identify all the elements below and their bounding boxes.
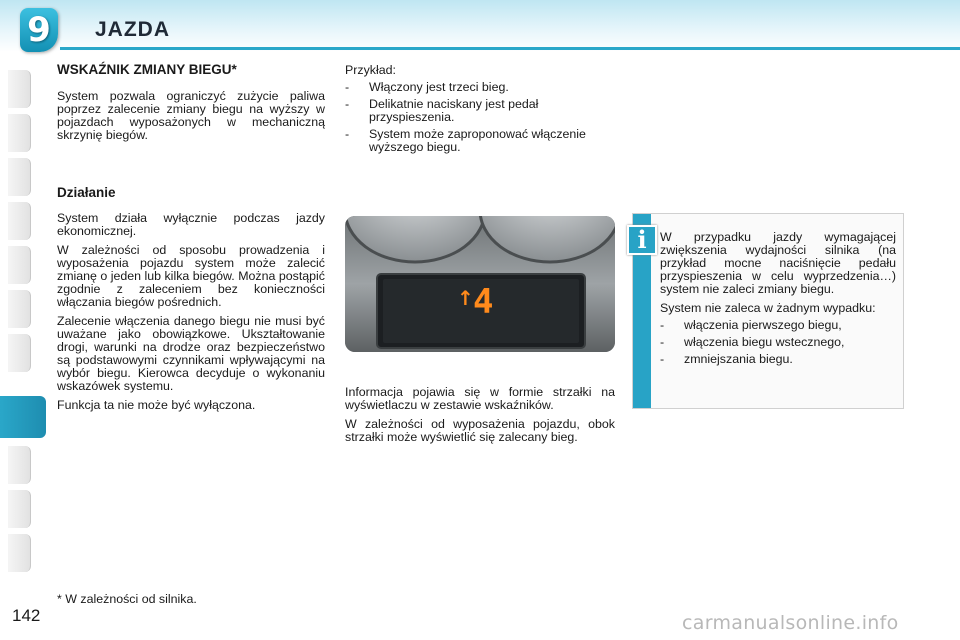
info-paragraph-1: W przypadku jazdy wymagającej zwiększenia wydajności silnika (na przykład mocne naciśnięcie pedału przyspieszenia w celu wyprzedzenia…) system nie zaleci zmiany biegu.	[660, 230, 896, 296]
section-title: WSKAŹNIK ZMIANY BIEGU*	[57, 62, 237, 77]
shift-up-arrow-icon: ↑	[457, 286, 474, 310]
paragraph-4: Funkcja ta nie może być wyłączona.	[57, 398, 256, 412]
recommended-gear: 4	[473, 282, 494, 322]
side-tab[interactable]	[8, 534, 31, 572]
side-tab-active[interactable]	[0, 396, 46, 438]
caption-column	[345, 386, 615, 450]
side-tab[interactable]	[8, 114, 31, 152]
side-tab[interactable]	[8, 490, 31, 528]
list-item: - Delikatnie naciskany jest pedał przyspieszenia.	[345, 98, 615, 124]
instrument-cluster-image	[345, 216, 615, 352]
chapter-title: JAZDA	[95, 18, 171, 41]
header-rule	[60, 47, 960, 50]
list-item: - włączenia pierwszego biegu,	[660, 319, 896, 332]
side-tab[interactable]	[8, 334, 31, 372]
caption-2: W zależności od wyposażenia pojazdu, obok strzałki może wyświetlić się zalecany bieg.	[345, 417, 615, 444]
left-column	[57, 212, 325, 418]
example-label: Przykład:	[345, 63, 396, 77]
info-icon: i	[627, 225, 657, 255]
paragraph-2: W zależności od sposobu prowadzenia i wyposażenia pojazdu system może zalecić zmianę o jeden lub kilka biegów. Można postąpić zgodnie z zaleceniem bez konieczności włączania biegów pośrednich.	[57, 243, 325, 309]
page-number: 142	[12, 606, 41, 625]
paragraph-1: System działa wyłącznie podczas jazdy ekonomicznej.	[57, 211, 325, 238]
subsection-title: Działanie	[57, 185, 116, 200]
list-item: - zmniejszania biegu.	[660, 353, 896, 366]
paragraph-3: Zalecenie włączenia danego biegu nie musi być uważane jako obowiązkowe. Ukształtowanie drogi, warunki na drodze oraz bezpieczeństwo są podstawowymi czynnikami wpływającymi na wybór biegu. Kierowca decyduje o wykonaniu wskazówek systemu.	[57, 314, 325, 393]
example-column	[345, 64, 615, 158]
side-tab[interactable]	[8, 158, 31, 196]
side-tab[interactable]	[8, 290, 31, 328]
list-item: - System może zaproponować włączenie wyższego biegu.	[345, 128, 615, 154]
side-tab[interactable]	[8, 70, 31, 108]
list-item: - włączenia biegu wstecznego,	[660, 336, 896, 349]
intro-paragraph: System pozwala ograniczyć zużycie paliwa poprzez zalecenie zmiany biegu na wyższy w pojazdach wyposażonych w mechaniczną skrzynię biegów.	[57, 89, 325, 142]
info-list	[660, 319, 896, 366]
side-tab[interactable]	[8, 202, 31, 240]
caption-1: Informacja pojawia się w formie strzałki na wyświetlaczu w zestawie wskaźników.	[345, 385, 615, 412]
info-paragraph-2: System nie zaleca w żadnym wypadku:	[660, 301, 876, 315]
footnote: * W zależności od silnika.	[57, 592, 197, 606]
info-text	[660, 231, 896, 370]
list-item: - Włączony jest trzeci bieg.	[345, 81, 615, 94]
watermark: carmanualsonline.info	[682, 612, 899, 634]
side-tab[interactable]	[8, 246, 31, 284]
side-tabs	[0, 70, 32, 570]
intro-column	[57, 90, 325, 148]
chapter-number: 9	[27, 10, 51, 50]
side-tab[interactable]	[8, 446, 31, 484]
example-list	[345, 81, 615, 154]
